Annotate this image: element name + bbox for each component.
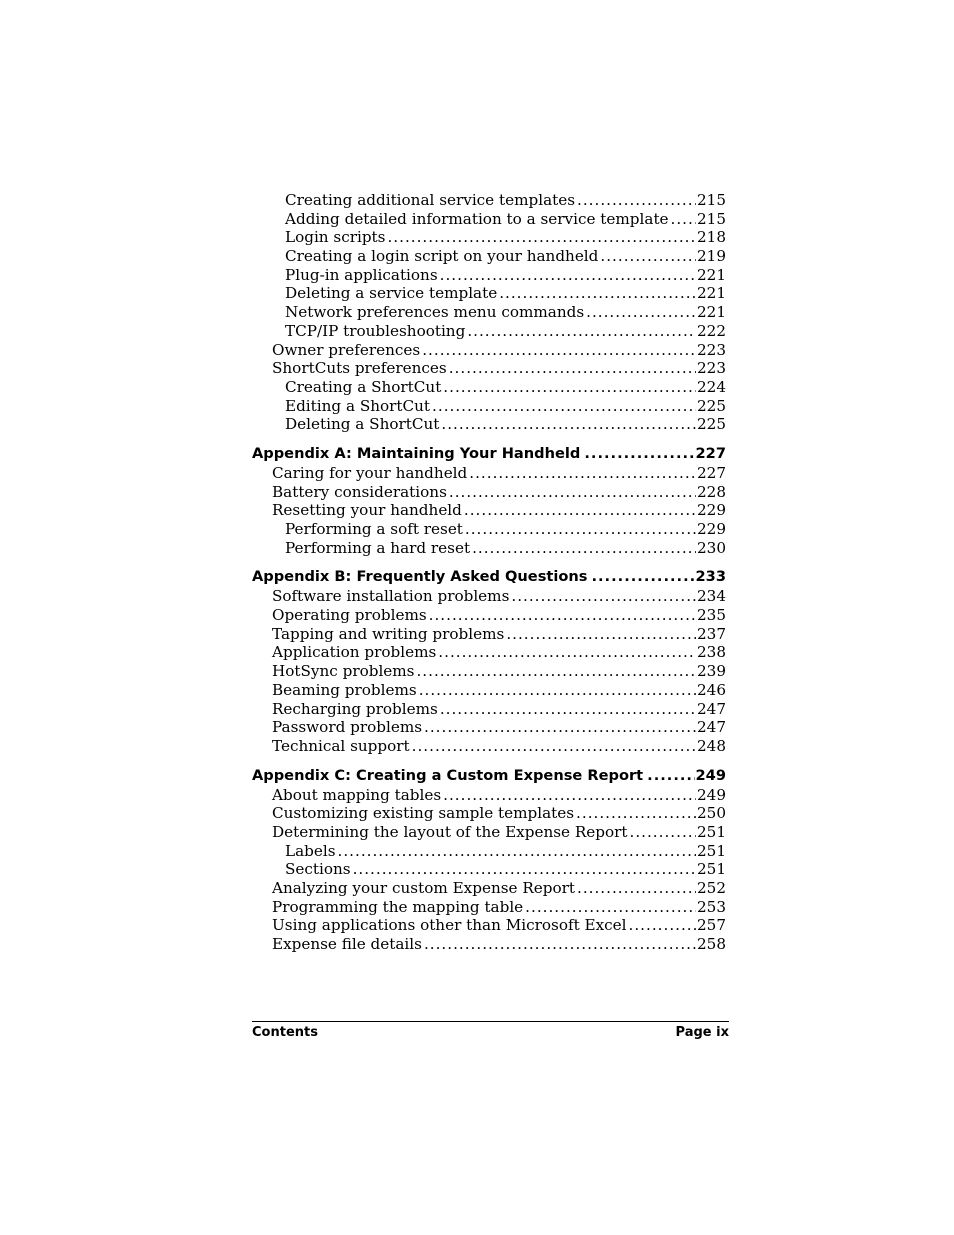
toc-appendix-heading[interactable] xyxy=(252,444,726,464)
toc-entry-page: 251 xyxy=(697,860,726,879)
toc-entry-page: 257 xyxy=(697,916,726,935)
dot-leader xyxy=(424,718,696,737)
toc-entry-title: Application problems xyxy=(272,643,437,662)
toc-entry-title: Determining the layout of the Expense Report xyxy=(272,822,628,841)
toc-entry-title: Tapping and writing problems xyxy=(272,624,505,643)
toc-entry-title: Sections xyxy=(285,860,351,879)
dot-leader xyxy=(440,700,696,719)
toc-entry[interactable] xyxy=(252,898,726,917)
dot-leader xyxy=(647,766,694,786)
toc-entry[interactable] xyxy=(252,625,726,644)
toc-entry[interactable] xyxy=(252,322,726,341)
toc-entry-title: Performing a hard reset xyxy=(285,538,471,557)
dot-leader xyxy=(576,804,696,823)
dot-leader xyxy=(443,786,696,805)
dot-leader xyxy=(577,879,696,898)
toc-entry-title: Creating a ShortCut xyxy=(285,377,442,396)
dot-leader xyxy=(438,643,696,662)
toc-entry-page: 225 xyxy=(697,396,726,415)
toc-entry-title: Resetting your handheld xyxy=(272,501,462,520)
dot-leader xyxy=(412,737,696,756)
toc-entry-title: Network preferences menu commands xyxy=(285,303,585,322)
dot-leader xyxy=(449,483,696,502)
toc-entry-page: 215 xyxy=(697,209,726,228)
toc-section-continued xyxy=(252,191,726,434)
toc-entry-page: 252 xyxy=(697,879,726,897)
toc-entry-page: 225 xyxy=(697,415,726,434)
toc-entry-title: Labels xyxy=(285,841,336,860)
dot-leader xyxy=(671,210,696,229)
toc-entry[interactable] xyxy=(252,284,726,303)
toc-entry-page: 219 xyxy=(697,247,726,266)
toc-entry-page: 223 xyxy=(697,359,726,378)
toc-entry-page: 215 xyxy=(697,191,726,209)
toc-entry[interactable] xyxy=(252,210,726,229)
dot-leader xyxy=(506,625,696,644)
appendix-c-entries xyxy=(252,786,726,954)
toc-entry-page: 258 xyxy=(697,935,726,954)
toc-entry[interactable] xyxy=(252,916,726,935)
toc-entry-title: Password problems xyxy=(272,718,423,737)
toc-entry-title: Login scripts xyxy=(285,228,386,247)
dot-leader xyxy=(499,284,696,303)
toc-entry-page: 221 xyxy=(697,284,726,303)
appendix-a-entries xyxy=(252,464,726,557)
dot-leader xyxy=(469,464,696,483)
toc-entry[interactable] xyxy=(252,247,726,266)
dot-leader xyxy=(525,898,696,917)
toc-entry-page: 239 xyxy=(697,662,726,681)
dot-leader xyxy=(353,860,696,879)
toc-entry[interactable] xyxy=(252,681,726,700)
toc-entry-page: 237 xyxy=(697,624,726,643)
toc-entry-page: 228 xyxy=(697,482,726,501)
toc-entry-title: Performing a soft reset xyxy=(285,520,463,538)
toc-entry[interactable] xyxy=(252,643,726,662)
dot-leader xyxy=(591,567,694,587)
toc-entry-page: 246 xyxy=(697,680,726,699)
toc-entry-page: 234 xyxy=(697,587,726,606)
toc-entry-title: Plug-in applications xyxy=(285,265,438,284)
toc-entry-title: Customizing existing sample templates xyxy=(272,804,575,823)
toc-entry-page: 229 xyxy=(697,501,726,520)
toc-entry-page: 251 xyxy=(697,841,726,860)
dot-leader xyxy=(432,397,696,416)
dot-leader xyxy=(472,539,696,558)
toc-entry-title: Creating a login script on your handheld xyxy=(285,247,599,266)
toc-entry-title: About mapping tables xyxy=(272,785,442,804)
toc-entry[interactable] xyxy=(252,737,726,756)
toc-entry[interactable] xyxy=(252,823,726,842)
toc-entry-title: Deleting a ShortCut xyxy=(285,415,440,434)
toc-entry-title: Owner preferences xyxy=(272,340,421,359)
toc-entry-title: TCP/IP troubleshooting xyxy=(285,321,466,340)
toc-appendix-heading[interactable] xyxy=(252,567,726,587)
dot-leader xyxy=(577,191,696,210)
appendix-title: Appendix C: Creating a Custom Expense Report xyxy=(252,766,644,784)
toc-entry-page: 221 xyxy=(697,303,726,322)
toc-entry-page: 251 xyxy=(697,822,726,841)
dot-leader xyxy=(630,823,697,842)
toc-entry[interactable] xyxy=(252,397,726,416)
dot-leader xyxy=(338,842,696,861)
appendix-page: 227 xyxy=(695,444,726,462)
footer-page-number: Page ix xyxy=(675,1025,729,1040)
dot-leader xyxy=(424,935,696,954)
dot-leader xyxy=(464,501,696,520)
toc-entry-title: Beaming problems xyxy=(272,680,417,699)
page-footer xyxy=(252,1021,729,1040)
dot-leader xyxy=(511,587,696,606)
dot-leader xyxy=(387,228,696,247)
toc-entry-page: 253 xyxy=(697,897,726,916)
toc-entry-page: 224 xyxy=(697,377,726,396)
dot-leader xyxy=(416,662,696,681)
dot-leader xyxy=(467,322,696,341)
toc-entry[interactable] xyxy=(252,718,726,737)
table-of-contents xyxy=(252,191,726,954)
toc-entry[interactable] xyxy=(252,191,726,210)
toc-entry-title: Using applications other than Microsoft Excel xyxy=(272,916,627,935)
toc-entry-page: 235 xyxy=(697,606,726,625)
toc-entry-title: Caring for your handheld xyxy=(272,463,468,482)
toc-entry[interactable] xyxy=(252,842,726,861)
toc-entry-page: 250 xyxy=(697,804,726,823)
toc-entry-title: Recharging problems xyxy=(272,699,438,718)
toc-entry-title: Editing a ShortCut xyxy=(285,396,431,415)
toc-entry[interactable] xyxy=(252,303,726,322)
toc-entry[interactable] xyxy=(252,804,726,823)
toc-entry-page: 249 xyxy=(697,785,726,804)
toc-entry[interactable] xyxy=(252,266,726,285)
appendix-title: Appendix B: Frequently Asked Questions xyxy=(252,568,588,586)
toc-entry[interactable] xyxy=(252,935,726,954)
dot-leader xyxy=(600,247,696,266)
toc-entry[interactable] xyxy=(252,483,726,502)
dot-leader xyxy=(443,378,696,397)
toc-entry-page: 227 xyxy=(697,463,726,482)
toc-entry[interactable] xyxy=(252,415,726,434)
toc-entry-page: 247 xyxy=(697,718,726,737)
toc-entry[interactable] xyxy=(252,606,726,625)
toc-entry-title: Analyzing your custom Expense Report xyxy=(272,879,575,897)
toc-entry[interactable] xyxy=(252,662,726,681)
toc-entry-title: Battery considerations xyxy=(272,482,447,501)
toc-entry-page: 248 xyxy=(697,736,726,755)
toc-entry[interactable] xyxy=(252,228,726,247)
toc-entry-title: Adding detailed information to a service template xyxy=(285,209,669,228)
dot-leader xyxy=(422,341,696,360)
toc-entry-title: Technical support xyxy=(272,736,410,755)
dot-leader xyxy=(449,359,696,378)
dot-leader xyxy=(629,916,696,935)
toc-entry-page: 247 xyxy=(697,699,726,718)
toc-entry[interactable] xyxy=(252,539,726,558)
toc-entry-title: ShortCuts preferences xyxy=(272,359,447,378)
toc-entry-page: 229 xyxy=(697,520,726,538)
toc-entry-page: 222 xyxy=(697,321,726,340)
toc-entry[interactable] xyxy=(252,341,726,360)
toc-entry-title: Creating additional service templates xyxy=(285,191,576,209)
toc-entry-title: Programming the mapping table xyxy=(272,897,524,916)
toc-entry-page: 218 xyxy=(697,228,726,247)
toc-entry[interactable] xyxy=(252,860,726,879)
toc-entry[interactable] xyxy=(252,378,726,397)
appendix-page: 249 xyxy=(695,766,726,784)
toc-entry-title: HotSync problems xyxy=(272,662,415,681)
appendix-b-entries xyxy=(252,587,726,755)
dot-leader xyxy=(419,681,696,700)
toc-entry-page: 223 xyxy=(697,340,726,359)
toc-entry-title: Operating problems xyxy=(272,606,427,625)
toc-entry[interactable] xyxy=(252,464,726,483)
toc-appendix-heading[interactable] xyxy=(252,766,726,786)
toc-entry-page: 230 xyxy=(697,538,726,557)
toc-entry[interactable] xyxy=(252,587,726,606)
dot-leader xyxy=(465,520,696,539)
appendix-page: 233 xyxy=(695,568,726,586)
toc-entry[interactable] xyxy=(252,520,726,539)
dot-leader xyxy=(584,444,694,464)
footer-section-label: Contents xyxy=(252,1025,318,1040)
dot-leader xyxy=(441,415,696,434)
toc-entry[interactable] xyxy=(252,879,726,898)
toc-entry-page: 221 xyxy=(697,265,726,284)
toc-entry-title: Software installation problems xyxy=(272,587,510,606)
toc-entry-title: Expense file details xyxy=(272,935,422,954)
toc-entry[interactable] xyxy=(252,359,726,378)
toc-entry[interactable] xyxy=(252,700,726,719)
appendix-title: Appendix A: Maintaining Your Handheld xyxy=(252,444,581,462)
dot-leader xyxy=(440,266,696,285)
toc-entry[interactable] xyxy=(252,786,726,805)
toc-entry-title: Deleting a service template xyxy=(285,284,498,303)
toc-entry-page: 238 xyxy=(697,643,726,662)
dot-leader xyxy=(586,303,696,322)
dot-leader xyxy=(429,606,696,625)
toc-entry[interactable] xyxy=(252,501,726,520)
